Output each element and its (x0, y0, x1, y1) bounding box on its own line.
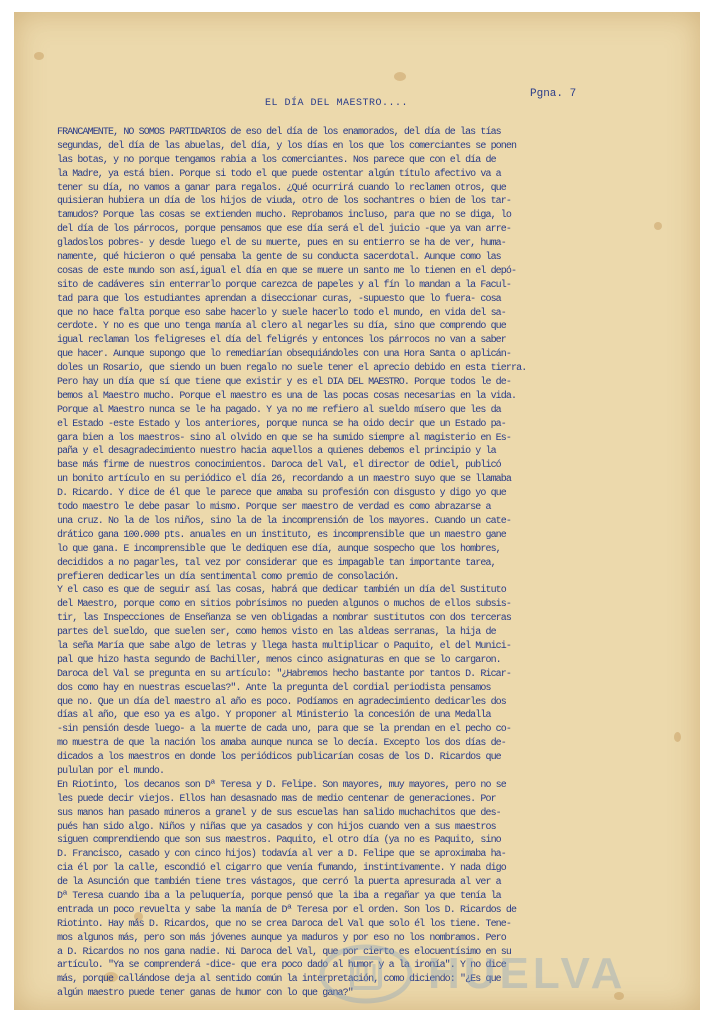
text-line: la seña María que sabe algo de letras y llega hasta multiplicar o Paquito, el del Munici- (57, 640, 511, 652)
text-line: sus manos han pasado mineros a granel y de sus escuelas han salido muchachitos que des- (57, 807, 501, 819)
text-line: cerdote. Y no es que uno tenga manía al clero al negarles su día, sino que comprendo que (57, 321, 506, 333)
text-line: un bonito artículo en su periódico el día 26, recordando a un maestro suyo que se llamaba (57, 474, 511, 486)
text-line: tad para que los estudiantes aprendan a diseccionar curas, -supuesto que lo fuera- cosa (57, 293, 501, 305)
text-line: segundas, del día de las abuelas, del día, y los días en los que los comerciantes se ponen (57, 140, 517, 152)
text-line: entrada un poco revuelta y sabe la manía de Dª Teresa por el orden. Son los D. Ricardos de (57, 904, 517, 916)
text-line: pal que hizo hasta segundo de Bachiller, menos cinco asignaturas en que se lo cargaron. (57, 654, 501, 666)
text-line: del día de los párrocos, porque pensamos que ese día será el del juicio -que ya van arre- (57, 224, 511, 236)
text-line: pululan por el mundo. (57, 765, 165, 777)
text-line: sito de cadáveres sin enterrarlo porque carezca de papeles y al fín lo mandan a la Facul- (57, 279, 511, 291)
watermark-text: HUELVA (428, 949, 627, 998)
text-line: FRANCAMENTE, NO SOMOS PARTIDARIOS de eso del día de los enamorados, del día de las tías (57, 127, 501, 138)
text-line: las botas, y no porque tengamos rabia a los comerciantes. Nos parece que con el día de (57, 154, 496, 166)
text-line: cia él por la calle, escondió el cigarro que venía fumando, instintivamente. Y nada digo (57, 863, 506, 875)
text-line: mo muestra de que la nación los amaba aunque nunca se lo decía. Excepto los dos días de- (57, 738, 506, 750)
text-line: la Madre, ya está bien. Porque si todo el que puede ostentar algún título afectivo va a (57, 168, 501, 180)
text-line: igual reclaman los feligreses el día del feligrés y entonces los párrocos no van a saber (57, 335, 506, 347)
text-line: mos algunos más, pero son más jóvenes aunque ya maduros y por eso no los nombramos. Pero (57, 932, 506, 944)
text-line: drático gana 100.000 pts. anuales en un instituto, es incomprensible que un maestro gane (57, 529, 506, 541)
text-line: prefieren dedicarles un día sentimental como premio de consolación. (57, 571, 399, 583)
text-line: partes del sueldo, que suelen ser, como hemos visto en las aldeas serranas, la hija de (57, 627, 496, 639)
text-line: dos como hay en nuestras escuelas?". Ante la pregunta del cordial periodista pensamos (57, 682, 491, 694)
text-line: tener su día, no vamos a ganar para regalos. ¿Qué ocurrirá cuando lo reclamen otros, que (57, 182, 506, 194)
text-line: les puede decir viejos. Ellos han desasnado mas de medio centenar de generaciones. Por (57, 793, 496, 805)
text-line: del Maestro, porque como en sitios pobrísimos no pueden algunos o muchos de ellos subsis- (57, 599, 511, 611)
text-line: -sin pensión desde luego- a la muerte de cada uno, para que se la prendan en el pecho co- (57, 724, 511, 736)
text-line: Dª Teresa cuando iba a la peluquería, porque pensó que la iba a regañar ya que tenía la (57, 890, 501, 902)
text-line: dicados a los maestros en donde los periódicos publicarían cosas de los D. Ricardos que (57, 752, 501, 764)
stain-spot (394, 72, 406, 81)
text-line: de la Asunción que también tiene tres vástagos, que cerró la puerta apresurada al ver a (57, 877, 501, 889)
text-line: bemos al Maestro mucho. Porque el maestro es una de las pocas cosas necesarias en la vida. (57, 390, 517, 402)
text-line: que hacer. Aunque supongo que lo remediarían obsequiándoles con una Hora Santa o aplicán- (57, 349, 511, 361)
text-line: Y el caso es que de seguir así las cosas, habrá que dedicar también un día del Sustituto (57, 585, 506, 597)
text-line: D. Ricardo. Y dice de él que le parece que amaba su profesión con disgusto y digo yo que (57, 488, 506, 500)
text-line: Riotinto. Hay más D. Ricardos, que no se crea Daroca del Val que solo él los tiene. Tene- (57, 918, 511, 930)
text-line: algún maestro puede tener ganas de humor con lo que gana?" (57, 988, 353, 1000)
text-line: gladoslos pobres- y desde luego el de su muerte, pues en su entierro se ha de ver, huma- (57, 238, 506, 250)
body-text (57, 126, 657, 1001)
text-line: paña y el desagradecimiento nuestro hacia aquellos a quienes debemos el principio y la (57, 446, 496, 458)
text-line: Pero hay un día que sí que tiene que existir y es el DIA DEL MAESTRO. Porque todos le de- (57, 377, 511, 389)
text-line: D. Francisco, casado y con cinco hijos) todavía al ver a D. Felipe que se aproximaba ha- (57, 849, 506, 861)
stain-spot (34, 52, 44, 60)
text-line: artículo. "Ya se comprenderá -dice- que era poco dado al humor y a la ironía". Y no dice (57, 960, 506, 972)
text-line: que no. Que un día del maestro al año es poco. Podíamos en agradecimiento dedicarles dos (57, 696, 506, 708)
text-line: que no hace falta porque eso sabe hacerlo y suele hacerlo todo el mundo, en vida del sa- (57, 307, 506, 319)
text-line: todo maestro le debe pasar lo mismo. Porque ser maestro de verdad es como abrazarse a (57, 502, 491, 514)
text-line: días al año, que eso ya es algo. Y proponer al Ministerio la concesión de una Medalla (57, 710, 491, 722)
text-line: En Riotinto, los decanos son Dª Teresa y D. Felipe. Son mayores, muy mayores, pero no se (57, 779, 506, 791)
text-line: siguen comprendiendo que son sus maestros. Paquito, el otro día (ya no es Paquito, sino (57, 835, 501, 847)
huelva-watermark (318, 944, 626, 1004)
text-line: Porque al Maestro nunca se le ha pagado. Y ya no me refiero al sueldo mísero que les da (57, 404, 501, 416)
text-line: Daroca del Val se pregunta en su artículo: "¿Habremos hecho bastante por tantos D. Ricar- (57, 668, 511, 680)
text-line: tir, las Inspecciones de Enseñanza se ven obligadas a nombrar sustitutos con dos terceras (57, 613, 511, 625)
text-line: cosas de este mundo son así,igual el día en que se muere un santo me lo tienen en el depó- (57, 265, 517, 277)
text-line: pués han sido algo. Niños y niñas que ya casados y con hijos cuando ven a sus maestros (57, 821, 496, 833)
text-line: doles un Rosario, que siendo un buen regalo no suele tener el aprecio debido en esta tierra. (57, 363, 527, 375)
text-line: una cruz. No la de los niños, sino la de la incomprensión de los mayores. Cuando un cate- (57, 515, 511, 527)
text-line: más, porque callándose deja al sentido común la interpretación, como diciendo: "¿Es que (57, 974, 501, 986)
text-line: base más firme de nuestros conocimientos. Daroca del Val, el director de Odiel, publicó (57, 460, 501, 472)
stain-spot (674, 732, 681, 742)
text-line: quisieran hubiera un día de los hijos de viuda, otro de los sochantres o bien de los tar- (57, 196, 511, 208)
page-number: Pgna. 7 (530, 88, 577, 100)
text-line: lo que gana. E incomprensible que le dediquen ese día, aunque sospecho que los hombres, (57, 543, 501, 555)
text-line: decididos a no pagarles, tal vez por considerar que es impagable tan importante tarea, (57, 557, 496, 569)
text-line: gara bien a los maestros- sino al olvido en que se ha sumido siempre al magisterio en Es- (57, 432, 511, 444)
seal-icon (318, 944, 414, 1004)
text-line: tamudos? Porque las cosas se extienden mucho. Reprobamos incluso, para que no se diga, lo (57, 210, 511, 222)
document-title: EL DÍA DEL MAESTRO.... (265, 98, 409, 109)
text-line: a D. Ricardos no nos gana nadie. Ni Daroca del Val, que por cierto es elocuentísimo en su (57, 946, 511, 958)
text-line: el Estado -este Estado y los anteriores, porque nunca se ha oido decir que un Estado pa- (57, 418, 506, 430)
text-line: namente, qué hicieron o qué pensaba la gente de su conducta sacerdotal. Aunque como las (57, 252, 501, 264)
